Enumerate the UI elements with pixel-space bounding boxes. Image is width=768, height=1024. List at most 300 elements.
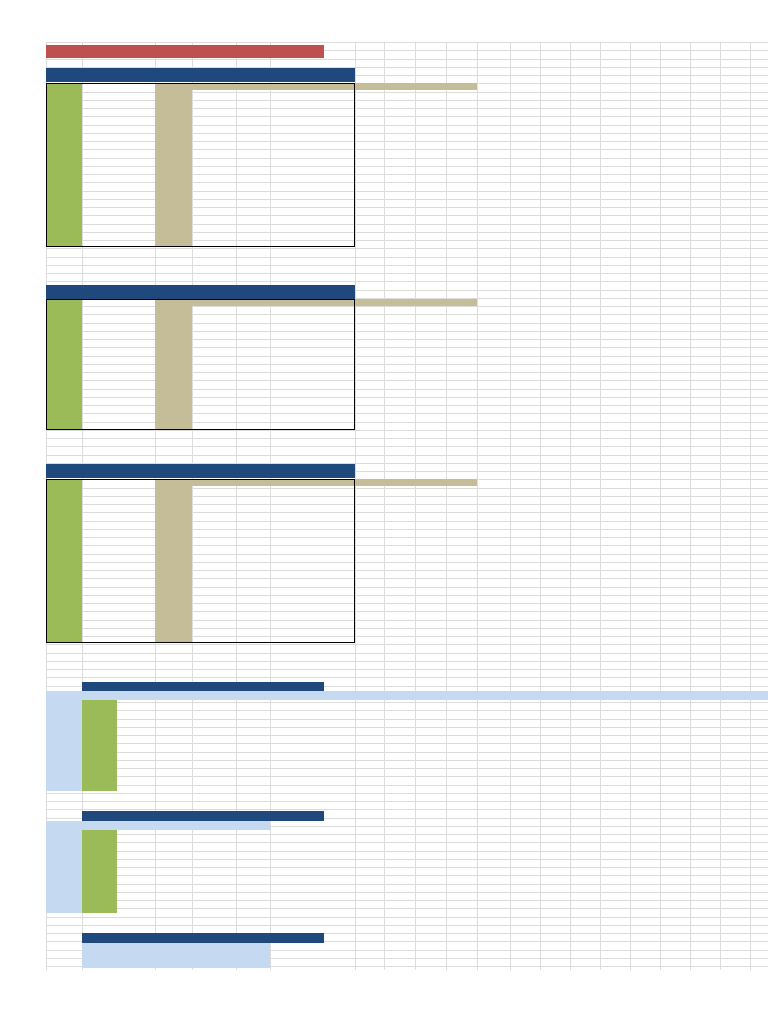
column-header [192, 299, 232, 306]
table-cell [82, 389, 155, 397]
table-cell [415, 98, 477, 106]
table-cell [355, 206, 415, 214]
table-cell [192, 380, 232, 388]
table-cell [355, 189, 415, 197]
grid-line [46, 677, 768, 678]
table-cell [155, 107, 192, 115]
table-cell [415, 156, 477, 164]
table-cell [155, 511, 192, 519]
table-cell [82, 838, 117, 846]
table-cell [232, 880, 270, 888]
table-cell [155, 708, 192, 716]
table-cell [232, 774, 270, 782]
grid-line [46, 430, 768, 431]
grid-line [46, 925, 768, 926]
table-cell [232, 239, 355, 247]
table-cell [355, 331, 415, 339]
table-cell [232, 717, 270, 725]
table-cell [155, 364, 192, 372]
table-cell [355, 494, 415, 502]
table-cell [46, 577, 82, 585]
table-cell [155, 610, 192, 618]
table-cell [155, 98, 192, 106]
table-cell [192, 389, 232, 397]
table-cell [155, 519, 192, 527]
table-cell [192, 766, 232, 774]
table-cell [155, 626, 192, 634]
table-cell [46, 181, 82, 189]
table-cell [192, 618, 232, 626]
table-cell [155, 164, 192, 172]
table-cell [46, 389, 82, 397]
table-cell [192, 708, 232, 716]
table-cell [46, 635, 82, 643]
table-cell [82, 372, 155, 380]
table-cell [192, 871, 232, 879]
table-cell [232, 830, 270, 838]
table-cell [155, 593, 192, 601]
table-cell [192, 855, 232, 863]
table-cell [46, 569, 82, 577]
table-cell [270, 741, 324, 749]
column-header [155, 299, 192, 306]
table-cell [192, 98, 232, 106]
table-cell [155, 880, 192, 888]
table-cell [46, 896, 82, 904]
table-cell [82, 511, 155, 519]
table-cell [232, 847, 270, 855]
table-cell [155, 405, 192, 413]
table-cell [232, 339, 355, 347]
table-cell [155, 544, 192, 552]
table-cell [192, 405, 232, 413]
table-cell [232, 552, 355, 560]
table-cell [82, 602, 155, 610]
table-cell [355, 511, 415, 519]
table-cell [232, 306, 355, 314]
table-cell [232, 123, 355, 131]
table-cell [155, 733, 192, 741]
table-cell [192, 123, 232, 131]
table-cell [82, 173, 155, 181]
table-cell [155, 960, 192, 968]
table-cell [415, 511, 477, 519]
table-cell [46, 863, 82, 871]
table-cell [415, 90, 477, 98]
table-cell [232, 560, 355, 568]
table-cell [46, 766, 82, 774]
table-cell [192, 486, 232, 494]
table-cell [155, 323, 192, 331]
column-header [232, 821, 270, 830]
table-cell [82, 569, 155, 577]
table-cell [117, 700, 155, 708]
table-cell [415, 323, 477, 331]
table-cell [192, 758, 232, 766]
table-cell [232, 364, 355, 372]
table-cell [270, 708, 324, 716]
column-header [232, 691, 270, 700]
table-cell [46, 214, 82, 222]
table-cell [192, 626, 232, 634]
table-cell [192, 830, 232, 838]
table-cell [232, 960, 270, 968]
table-cell [270, 717, 324, 725]
table-cell [192, 331, 232, 339]
table-cell [82, 222, 155, 230]
table-cell [232, 758, 270, 766]
table-cell [415, 569, 477, 577]
table-cell [232, 413, 355, 421]
column-header [46, 821, 82, 830]
table-cell [415, 536, 477, 544]
table-cell [415, 364, 477, 372]
table-cell [117, 871, 155, 879]
table-cell [155, 197, 192, 205]
grid-line [46, 438, 768, 439]
column-header [46, 83, 82, 90]
table-cell [82, 527, 155, 535]
column-header [415, 83, 477, 90]
grid-line [46, 42, 768, 43]
table-cell [415, 115, 477, 123]
table-cell [46, 140, 82, 148]
table-cell [355, 560, 415, 568]
column-header [82, 299, 155, 306]
table-cell [46, 774, 82, 782]
table-cell [232, 156, 355, 164]
table-cell [155, 206, 192, 214]
table-cell [192, 838, 232, 846]
table-cell [355, 123, 415, 131]
table-cell [415, 140, 477, 148]
column-header [355, 83, 415, 90]
table-cell [117, 741, 155, 749]
table-cell [46, 230, 82, 238]
table-cell [46, 148, 82, 156]
table-cell [232, 107, 355, 115]
table-cell [46, 372, 82, 380]
table-cell [46, 527, 82, 535]
table-cell [82, 347, 155, 355]
table-cell [46, 708, 82, 716]
table-cell [232, 405, 355, 413]
table-cell [232, 593, 355, 601]
column-header [415, 299, 477, 306]
table-cell [232, 323, 355, 331]
table-cell [355, 618, 415, 626]
table-cell [82, 189, 155, 197]
table-title [82, 811, 324, 821]
table-cell [355, 156, 415, 164]
table-cell [155, 847, 192, 855]
table-cell [192, 544, 232, 552]
table-cell [415, 397, 477, 405]
table-cell [192, 148, 232, 156]
table-cell [192, 239, 232, 247]
column-header [232, 479, 355, 486]
table-cell [46, 222, 82, 230]
table-cell [232, 397, 355, 405]
table-cell [192, 960, 232, 968]
grid-line [46, 59, 768, 60]
column-header [117, 691, 155, 700]
table-cell [192, 90, 232, 98]
column-header [82, 691, 117, 700]
table-cell [415, 635, 477, 643]
table-cell [117, 960, 155, 968]
table-cell [192, 602, 232, 610]
table-cell [82, 552, 155, 560]
table-cell [192, 230, 232, 238]
table-cell [192, 206, 232, 214]
table-cell [46, 750, 82, 758]
table-cell [192, 741, 232, 749]
table-cell [46, 422, 82, 430]
table-cell [117, 830, 155, 838]
table-cell [355, 356, 415, 364]
table-cell [155, 904, 192, 912]
table-cell [232, 888, 270, 896]
grid-line [46, 917, 768, 918]
table-cell [155, 494, 192, 502]
table-cell [155, 222, 192, 230]
table-cell [355, 544, 415, 552]
table-cell [192, 635, 232, 643]
table-cell [82, 585, 155, 593]
table-cell [155, 896, 192, 904]
table-cell [155, 115, 192, 123]
table-cell [192, 356, 232, 364]
table-cell [46, 943, 82, 951]
column-header [155, 83, 192, 90]
table-cell [82, 544, 155, 552]
table-cell [232, 380, 355, 388]
table-cell [82, 107, 155, 115]
table-cell [46, 323, 82, 331]
table-cell [192, 222, 232, 230]
table-cell [82, 323, 155, 331]
table-cell [355, 107, 415, 115]
table-cell [192, 774, 232, 782]
table-title [46, 464, 355, 478]
table-cell [415, 593, 477, 601]
table-cell [46, 98, 82, 106]
table-cell [355, 131, 415, 139]
table-cell [155, 750, 192, 758]
column-header [82, 821, 117, 830]
table-cell [355, 389, 415, 397]
grid-line [46, 248, 768, 249]
grid-line [46, 273, 768, 274]
table-cell [46, 593, 82, 601]
table-cell [46, 347, 82, 355]
table-cell [155, 214, 192, 222]
table-cell [117, 766, 155, 774]
table-cell [82, 413, 155, 421]
table-cell [355, 405, 415, 413]
table-cell [415, 552, 477, 560]
table-cell [117, 717, 155, 725]
table-cell [155, 413, 192, 421]
table-cell [232, 618, 355, 626]
grid-line [46, 669, 768, 670]
table-cell [355, 173, 415, 181]
column-header [355, 299, 415, 306]
table-cell [82, 214, 155, 222]
table-cell [82, 164, 155, 172]
table-cell [46, 197, 82, 205]
column-header [117, 821, 155, 830]
column-header [192, 479, 232, 486]
table-cell [192, 339, 232, 347]
table-cell [355, 372, 415, 380]
table-cell [415, 347, 477, 355]
table-cell [192, 131, 232, 139]
table-cell [192, 717, 232, 725]
table-cell [232, 503, 355, 511]
table-cell [82, 503, 155, 511]
table-cell [415, 618, 477, 626]
table-cell [155, 527, 192, 535]
table-cell [415, 626, 477, 634]
table-cell [232, 511, 355, 519]
table-cell [192, 494, 232, 502]
table-cell [46, 741, 82, 749]
table-cell [192, 156, 232, 164]
table-cell [415, 164, 477, 172]
table-cell [46, 888, 82, 896]
table-cell [82, 758, 117, 766]
table-cell [415, 372, 477, 380]
table-cell [232, 331, 355, 339]
table-cell [192, 164, 232, 172]
table-cell [415, 422, 477, 430]
table-cell [415, 486, 477, 494]
banner-title [46, 45, 324, 58]
table-cell [232, 585, 355, 593]
table-cell [355, 602, 415, 610]
table-cell [192, 733, 232, 741]
table-cell [82, 356, 155, 364]
table-cell [117, 847, 155, 855]
table-cell [415, 239, 477, 247]
table-cell [355, 503, 415, 511]
table-cell [155, 90, 192, 98]
table-cell [232, 610, 355, 618]
table-cell [355, 197, 415, 205]
table-cell [46, 602, 82, 610]
column-header [46, 299, 82, 306]
table-cell [46, 107, 82, 115]
table-cell [82, 888, 117, 896]
table-cell [46, 717, 82, 725]
table-cell [232, 173, 355, 181]
table-cell [355, 519, 415, 527]
table-cell [192, 863, 232, 871]
table-cell [82, 519, 155, 527]
table-cell [117, 750, 155, 758]
table-cell [232, 635, 355, 643]
table-cell [82, 880, 117, 888]
table-cell [46, 758, 82, 766]
table-cell [82, 626, 155, 634]
table-cell [415, 610, 477, 618]
table-cell [155, 140, 192, 148]
table-cell [155, 380, 192, 388]
table-cell [46, 511, 82, 519]
table-cell [155, 725, 192, 733]
table-cell [355, 536, 415, 544]
table-cell [82, 700, 117, 708]
table-cell [155, 131, 192, 139]
table-cell [46, 880, 82, 888]
grid-line [46, 446, 768, 447]
table-cell [82, 618, 155, 626]
table-title [82, 933, 324, 943]
table-cell [82, 230, 155, 238]
table-cell [192, 140, 232, 148]
table-cell [46, 173, 82, 181]
table-cell [415, 123, 477, 131]
table-cell [46, 960, 82, 968]
table-cell [232, 536, 355, 544]
table-cell [192, 904, 232, 912]
table-cell [355, 339, 415, 347]
table-cell [82, 863, 117, 871]
table-cell [355, 422, 415, 430]
table-cell [355, 552, 415, 560]
table-cell [46, 339, 82, 347]
table-cell [82, 486, 155, 494]
table-cell [192, 593, 232, 601]
table-cell [192, 214, 232, 222]
table-cell [155, 635, 192, 643]
table-cell [117, 774, 155, 782]
table-cell [415, 214, 477, 222]
table-cell [232, 577, 355, 585]
table-cell [192, 725, 232, 733]
table-cell [355, 585, 415, 593]
table-cell [232, 544, 355, 552]
table-cell [232, 708, 270, 716]
table-cell [415, 314, 477, 322]
table-cell [117, 951, 155, 959]
table-cell [232, 750, 270, 758]
table-cell [355, 181, 415, 189]
grid-line [46, 809, 768, 810]
table-cell [46, 871, 82, 879]
table-cell [46, 951, 82, 959]
table-cell [46, 536, 82, 544]
table-cell [192, 511, 232, 519]
table-cell [82, 140, 155, 148]
table-cell [155, 156, 192, 164]
table-cell [117, 725, 155, 733]
table-cell [355, 577, 415, 585]
table-cell [82, 397, 155, 405]
table-cell [192, 896, 232, 904]
table-cell [155, 766, 192, 774]
column-header [46, 479, 82, 486]
column-header [355, 479, 415, 486]
table-cell [232, 569, 355, 577]
table-cell [46, 486, 82, 494]
table-cell [155, 888, 192, 896]
table-cell [46, 405, 82, 413]
table-cell [117, 855, 155, 863]
table-cell [117, 896, 155, 904]
